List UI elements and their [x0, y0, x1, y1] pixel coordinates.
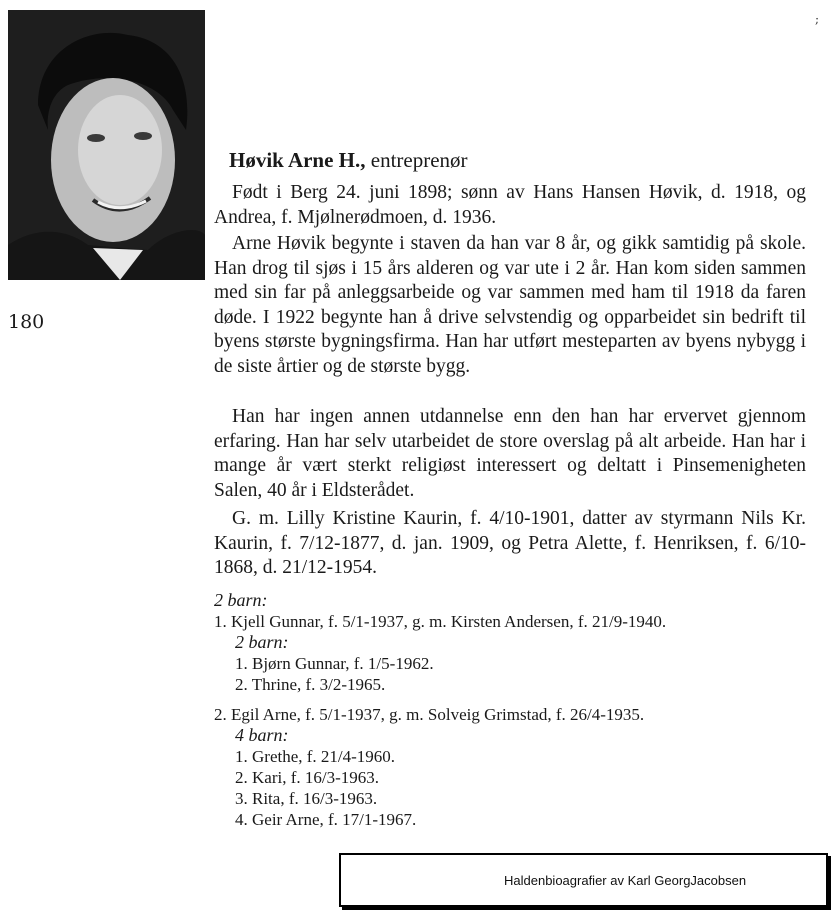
paragraph-marriage: G. m. Lilly Kristine Kaurin, f. 4/10-1901, datter av styrmann Nils Kr. Kaurin, f. 7/12-1877, d. jan. 1909, og Petra Alette, f. Henriksen, f. 6/10-1868, d. 21/12-1954.	[214, 508, 806, 578]
entry-heading	[229, 148, 468, 173]
paragraph-education: Han har ingen annen utdannelse enn den han har ervervet gjennom erfaring. Han har selv utarbeidet de store overslag på alt arbeide. Han har i mange år vært sterkt religiøst interessert og deltatt i Pinsemenigheten Salen, 40 år i Eldsterådet.	[214, 406, 806, 501]
grandchild-entry: 4. Geir Arne, f. 17/1-1967.	[235, 810, 417, 829]
grandchild-entry: 3. Rita, f. 16/3-1963.	[235, 789, 378, 808]
entry-occupation: entreprenør	[370, 148, 468, 172]
portrait-illustration	[8, 10, 205, 280]
grandchild-entry: 2. Kari, f. 16/3-1963.	[235, 768, 380, 787]
children-heading: 2 barn:	[214, 590, 268, 610]
child-entry: 1. Kjell Gunnar, f. 5/1-1937, g. m. Kirsten Andersen, f. 21/9-1940.	[214, 612, 667, 631]
grandchild-entry: 1. Bjørn Gunnar, f. 1/5-1962.	[235, 654, 434, 673]
child-entry: 2. Egil Arne, f. 5/1-1937, g. m. Solveig Grimstad, f. 26/4-1935.	[214, 705, 645, 724]
paragraph-birth: Født i Berg 24. juni 1898; sønn av Hans Hansen Høvik, d. 1918, og Andrea, f. Mjølnerødmoen, d. 1936.	[214, 182, 806, 228]
portrait-photo	[8, 10, 205, 280]
grandchildren-heading: 2 barn:	[235, 632, 289, 652]
grandchildren-list	[214, 725, 666, 830]
source-caption-box	[339, 853, 828, 907]
grandchildren-heading: 4 barn:	[235, 725, 289, 745]
source-caption: Haldenbioagrafier av Karl GeorgJacobsen	[504, 873, 747, 888]
grandchildren-list	[214, 632, 666, 695]
children-list	[214, 590, 666, 830]
grandchild-entry: 2. Thrine, f. 3/2-1965.	[235, 675, 386, 694]
entry-name: Høvik Arne H.,	[229, 148, 366, 172]
page-number: 180	[8, 311, 45, 333]
corner-mark: ;	[815, 12, 820, 26]
grandchild-entry: 1. Grethe, f. 21/4-1960.	[235, 747, 396, 766]
paragraph-career: Arne Høvik begynte i staven da han var 8 år, og gikk samtidig på skole. Han drog til sjøs i 15 års alderen og var ute i 2 år. Han kom siden sammen med sin far på anleggsarbeide og var sammen med ham til 1918 da faren døde. I 1922 begynte han å drive selvstendig og opparbeidet sin bedrift til byens største bygningsfirma. Han har utført mesteparten av byens nybygg i de siste årtier og de største bygg.	[214, 233, 806, 377]
